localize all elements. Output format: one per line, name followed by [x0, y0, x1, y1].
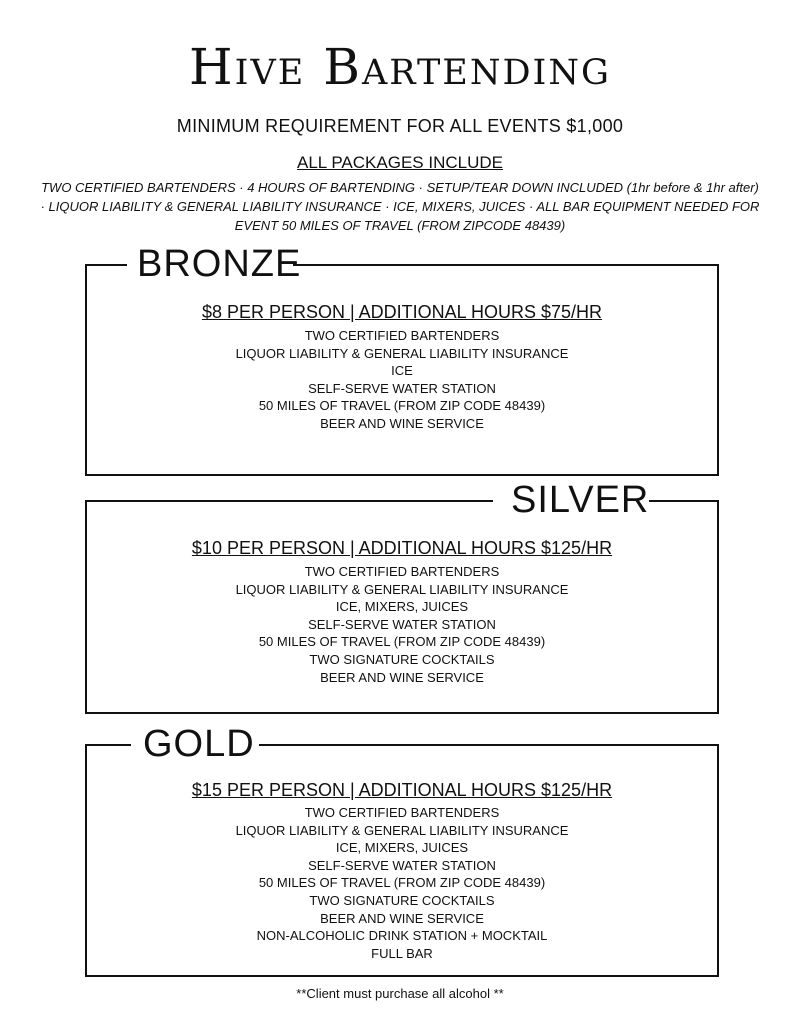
box-top-border — [293, 264, 719, 266]
feature-item: TWO CERTIFIED BARTENDERS — [304, 328, 500, 343]
feature-item: TWO SIGNATURE COCKTAILS — [309, 651, 495, 667]
feature-item: 50 MILES OF TRAVEL (FROM ZIP CODE 48439) — [258, 875, 546, 891]
package-silver — [85, 479, 719, 714]
package-name: GOLD — [143, 723, 255, 765]
feature-item: TWO CERTIFIED BARTENDERS — [304, 564, 500, 579]
package-features — [87, 327, 717, 433]
box-top-border — [85, 744, 131, 746]
minimum-requirement: MINIMUM REQUIREMENT FOR ALL EVENTS $1,000 — [176, 116, 624, 136]
box-top-border — [85, 264, 127, 266]
package-price: $15 PER PERSON | ADDITIONAL HOURS $125/HR — [191, 780, 613, 800]
includes-text: TWO CERTIFIED BARTENDERS · 4 HOURS OF BARTENDING · SETUP/TEAR DOWN INCLUDED (1hr before & 1hr after) · LIQUOR LIABILITY & GENERAL LIABILITY INSURANCE · ICE, MIXERS, JUICES · ALL BAR EQUIPMENT NEEDED FOR EVENT 50 MILES OF TRAVEL (FROM ZIPCODE 48439) — [40, 180, 760, 233]
box-top-border — [649, 500, 719, 502]
box-top-border — [85, 500, 493, 502]
feature-item: ICE, MIXERS, JUICES — [335, 840, 469, 856]
package-price: $8 PER PERSON | ADDITIONAL HOURS $75/HR — [201, 302, 603, 322]
feature-item: 50 MILES OF TRAVEL (FROM ZIP CODE 48439) — [258, 398, 546, 414]
feature-item: BEER AND WINE SERVICE — [320, 669, 484, 685]
page-title: Hive Bartending — [189, 38, 611, 96]
feature-item: 50 MILES OF TRAVEL (FROM ZIP CODE 48439) — [258, 634, 546, 650]
box-top-border — [259, 744, 719, 746]
feature-item: TWO CERTIFIED BARTENDERS — [304, 805, 500, 820]
package-features — [87, 804, 717, 962]
feature-item: NON-ALCOHOLIC DRINK STATION + MOCKTAIL — [256, 928, 548, 944]
feature-item: TWO SIGNATURE COCKTAILS — [309, 892, 495, 908]
package-gold — [85, 723, 719, 977]
feature-item: SELF-SERVE WATER STATION — [308, 616, 496, 632]
feature-item: SELF-SERVE WATER STATION — [308, 380, 496, 396]
feature-item: LIQUOR LIABILITY & GENERAL LIABILITY INSURANCE — [235, 822, 569, 838]
feature-item: BEER AND WINE SERVICE — [320, 910, 484, 926]
feature-item: LIQUOR LIABILITY & GENERAL LIABILITY INSURANCE — [235, 345, 569, 361]
package-price: $10 PER PERSON | ADDITIONAL HOURS $125/HR — [191, 538, 613, 558]
footnote: **Client must purchase all alcohol ** — [296, 986, 504, 1001]
feature-item: LIQUOR LIABILITY & GENERAL LIABILITY INSURANCE — [235, 581, 569, 597]
package-name: BRONZE — [137, 243, 302, 285]
feature-item: ICE, MIXERS, JUICES — [335, 599, 469, 615]
feature-item: SELF-SERVE WATER STATION — [308, 857, 496, 873]
package-features — [87, 563, 717, 686]
feature-item: ICE — [391, 363, 413, 379]
package-name: SILVER — [511, 479, 650, 521]
feature-item: FULL BAR — [371, 945, 433, 961]
includes-heading: ALL PACKAGES INCLUDE — [297, 153, 503, 172]
feature-item: BEER AND WINE SERVICE — [320, 415, 484, 431]
package-bronze — [85, 243, 719, 476]
